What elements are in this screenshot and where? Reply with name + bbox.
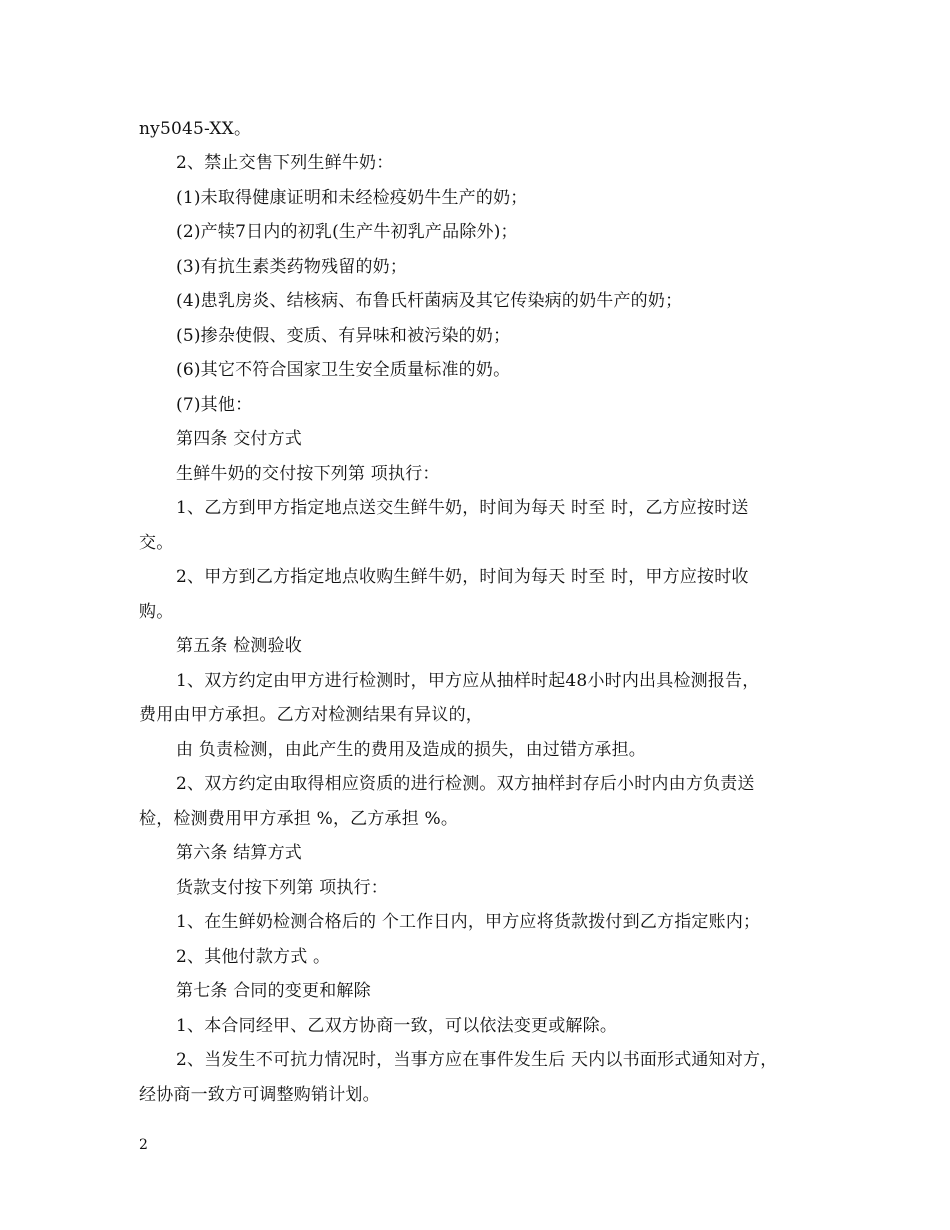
- text-line: (2)产犊7日内的初乳(生产牛初乳产品除外)；: [176, 222, 518, 242]
- text-line: 1、本合同经甲、乙双方协商一致，可以依法变更或解除。: [176, 1016, 618, 1036]
- text-line: (6)其它不符合国家卫生安全质量标准的奶。: [176, 360, 511, 380]
- text-line: 1、在生鲜奶检测合格后的 个工作日内，甲方应将货款拨付到乙方指定账内；: [176, 912, 761, 932]
- text-line: ny5045-XX。: [139, 119, 252, 139]
- text-line: 货款支付按下列第 项执行：: [176, 878, 389, 898]
- section-heading: 第六条 结算方式: [176, 843, 303, 863]
- text-line: 2、禁止交售下列生鲜牛奶：: [176, 153, 394, 173]
- section-heading: 第七条 合同的变更和解除: [176, 981, 371, 1001]
- text-line: 由 负责检测，由此产生的费用及造成的损失，由过错方承担。: [176, 740, 647, 760]
- text-line: (5)掺杂使假、变质、有异味和被污染的奶；: [176, 326, 511, 346]
- text-line: 检，检测费用甲方承担 %，乙方承担 %。: [139, 809, 459, 829]
- section-heading: 第五条 检测验收: [176, 636, 303, 656]
- text-line: 1、双方约定由甲方进行检测时，甲方应从抽样时起48小时内出具检测报告，: [176, 671, 760, 691]
- text-line: 2、甲方到乙方指定地点收购生鲜牛奶，时间为每天 时至 时，甲方应按时收: [176, 567, 749, 587]
- text-line: 2、双方约定由取得相应资质的进行检测。双方抽样封存后小时内由方负责送: [176, 774, 755, 794]
- text-line: 费用由甲方承担。乙方对检测结果有异议的，: [139, 705, 483, 725]
- section-heading: 第四条 交付方式: [176, 429, 303, 449]
- text-line: 交。: [139, 533, 174, 553]
- text-line: 2、其他付款方式 。: [176, 947, 331, 967]
- text-line: 经协商一致方可调整购销计划。: [139, 1085, 380, 1105]
- text-line: (4)患乳房炎、结核病、布鲁氏杆菌病及其它传染病的奶牛产的奶；: [176, 291, 683, 311]
- text-line: (1)未取得健康证明和未经检疫奶牛生产的奶；: [176, 188, 528, 208]
- text-line: 生鲜牛奶的交付按下列第 项执行：: [176, 464, 440, 484]
- page-number: 2: [139, 1137, 148, 1153]
- text-line: 1、乙方到甲方指定地点送交生鲜牛奶，时间为每天 时至 时，乙方应按时送: [176, 498, 749, 518]
- text-line: (7)其他：: [176, 395, 253, 415]
- text-line: 2、当发生不可抗力情况时，当事方应在事件发生后 天内以书面形式通知对方，: [176, 1050, 778, 1070]
- text-line: (3)有抗生素类药物残留的奶；: [176, 257, 408, 277]
- text-line: 购。: [139, 602, 174, 622]
